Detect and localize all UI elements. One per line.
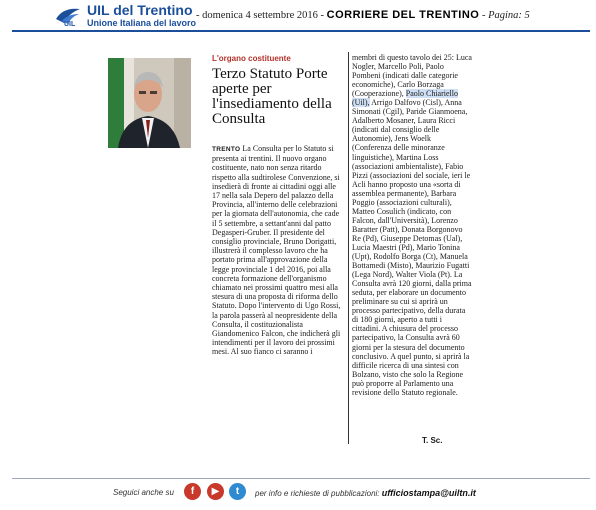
portrait-image-icon — [108, 58, 191, 148]
youtube-icon[interactable]: ▶ — [207, 483, 224, 500]
footer-rule — [12, 478, 590, 479]
dateline: TRENTO — [212, 146, 241, 153]
page-number: 5 — [524, 10, 530, 21]
twitter-icon[interactable]: t — [229, 483, 246, 500]
brand — [87, 3, 196, 29]
press-email-link[interactable]: ufficiostampa@uiltn.it — [381, 488, 476, 498]
publication-line — [196, 9, 530, 21]
article-kicker: L'organo costituente — [212, 54, 291, 63]
article-column-1 — [212, 144, 344, 357]
article-headline: Terzo Statuto Porte aperte per l'insediamento della Consulta — [212, 66, 332, 127]
article-clipping — [108, 52, 473, 452]
column-divider — [348, 52, 349, 444]
highlighted-name: Paolo Chiariello (Uil), — [352, 89, 458, 108]
column-2-text-after: Arrigo Dalfovo (Cisl), Anna Simonati (Cgil), Paride Gianmoena, Adalberto Mosaner, Laura Ricci (indicati dal consiglio delle Autonomie), Jens Woelk (Conferenza delle minoranze linguistiche), Martina Loss (associazioni ambientaliste), Fabio Pizzi (associazioni del sociale, ieri le Acli hanno proposto una «sorta di assemblea permanente), Barbara Poggio (associazioni culturali), Matteo Cosulich (indicato, con Falcon, dall'Università), Lorenzo Baratter (Patt), Donata Borgonovo Re (Pd), Giuseppe Detomas (Ual), Lucia Maestri (Pd), Mario Tonina (Upt), Rodolfo Borga (Ct), Manuela Bottamedi (Misto), Maurizio Fugatti (Lega Nord), Walter Viola (Pt). La Consulta avrà 120 giorni, dalla prima seduta, per elaborare un documento preliminare su cui si aprirà un processo partecipativo, della durata di 180 giorni, aperto a tutti i cittadini. A chiusura del processo partecipativo, la Consulta avrà 60 giorni per la stesura del documento conclusivo. A quel punto, si aprirà la difficile ricerca di una sintesi con Bolzano, visto che solo la Regione può proporre al Parlamento una revisione dello Statuto regionale. — [352, 98, 472, 397]
facebook-icon[interactable]: f — [184, 483, 201, 500]
author-signature: T. Sc. — [422, 436, 443, 445]
column-1-text: La Consulta per lo Statuto si presenta ai trentini. Il nuovo organo costituente, nato non senza ritardo rispetto alla sudtirolese Convenzione, si insedierà di fronte ai cittadini oggi alle 17 nella sala Depero del palazzo della Provincia, all'interno delle celebrazioni per la giornata dell'autonomia, che cade il 5 settembre, a settant'anni dal patto Degasperi-Gruber. Il presidente del consiglio provinciale, Bruno Dorigatti, illustrerà il complesso lavoro che ha portato prima all'approvazione della legge provinciale 1 del 2016, poi alla concreta formazione dell'organismo chiamato nei prossimi quattro mesi alla stesura di una proposta di riforma dello Statuto. Dopo l'intervento di Ugo Rossi, la parola passerà al neopresidente della Consulta, il costituzionalista Giandomenico Falcon, che indicherà gli intendimenti per il lavoro dei prossimi mesi. Al suo fianco ci saranno i — [212, 144, 341, 357]
brand-title: UIL del Trentino — [87, 2, 193, 18]
article-column-2 — [352, 53, 472, 397]
page-footer — [0, 470, 596, 510]
info-label: per info e richieste di pubblicazioni: — [255, 489, 380, 498]
uil-logo-icon — [54, 5, 84, 27]
column-2-text-before: membri di questo tavolo dei 25: Luca Nogler, Marcello Poli, Paolo Pombeni (indicati dalle categorie economiche), Carlo Borzaga (Cooperazione), — [352, 53, 472, 99]
contact-info — [255, 488, 476, 498]
speaker-photo — [108, 58, 191, 148]
newspaper-name: CORRIERE DEL TRENTINO — [326, 9, 480, 21]
page-label: - Pagina: — [481, 10, 522, 21]
publication-date: - domenica 4 settembre 2016 - — [196, 10, 324, 21]
svg-text:UIL: UIL — [64, 21, 76, 27]
brand-subtitle: Unione Italiana del lavoro — [87, 18, 197, 28]
header-rule — [12, 30, 590, 32]
follow-label: Seguici anche su — [113, 488, 174, 497]
page-header — [0, 0, 596, 40]
